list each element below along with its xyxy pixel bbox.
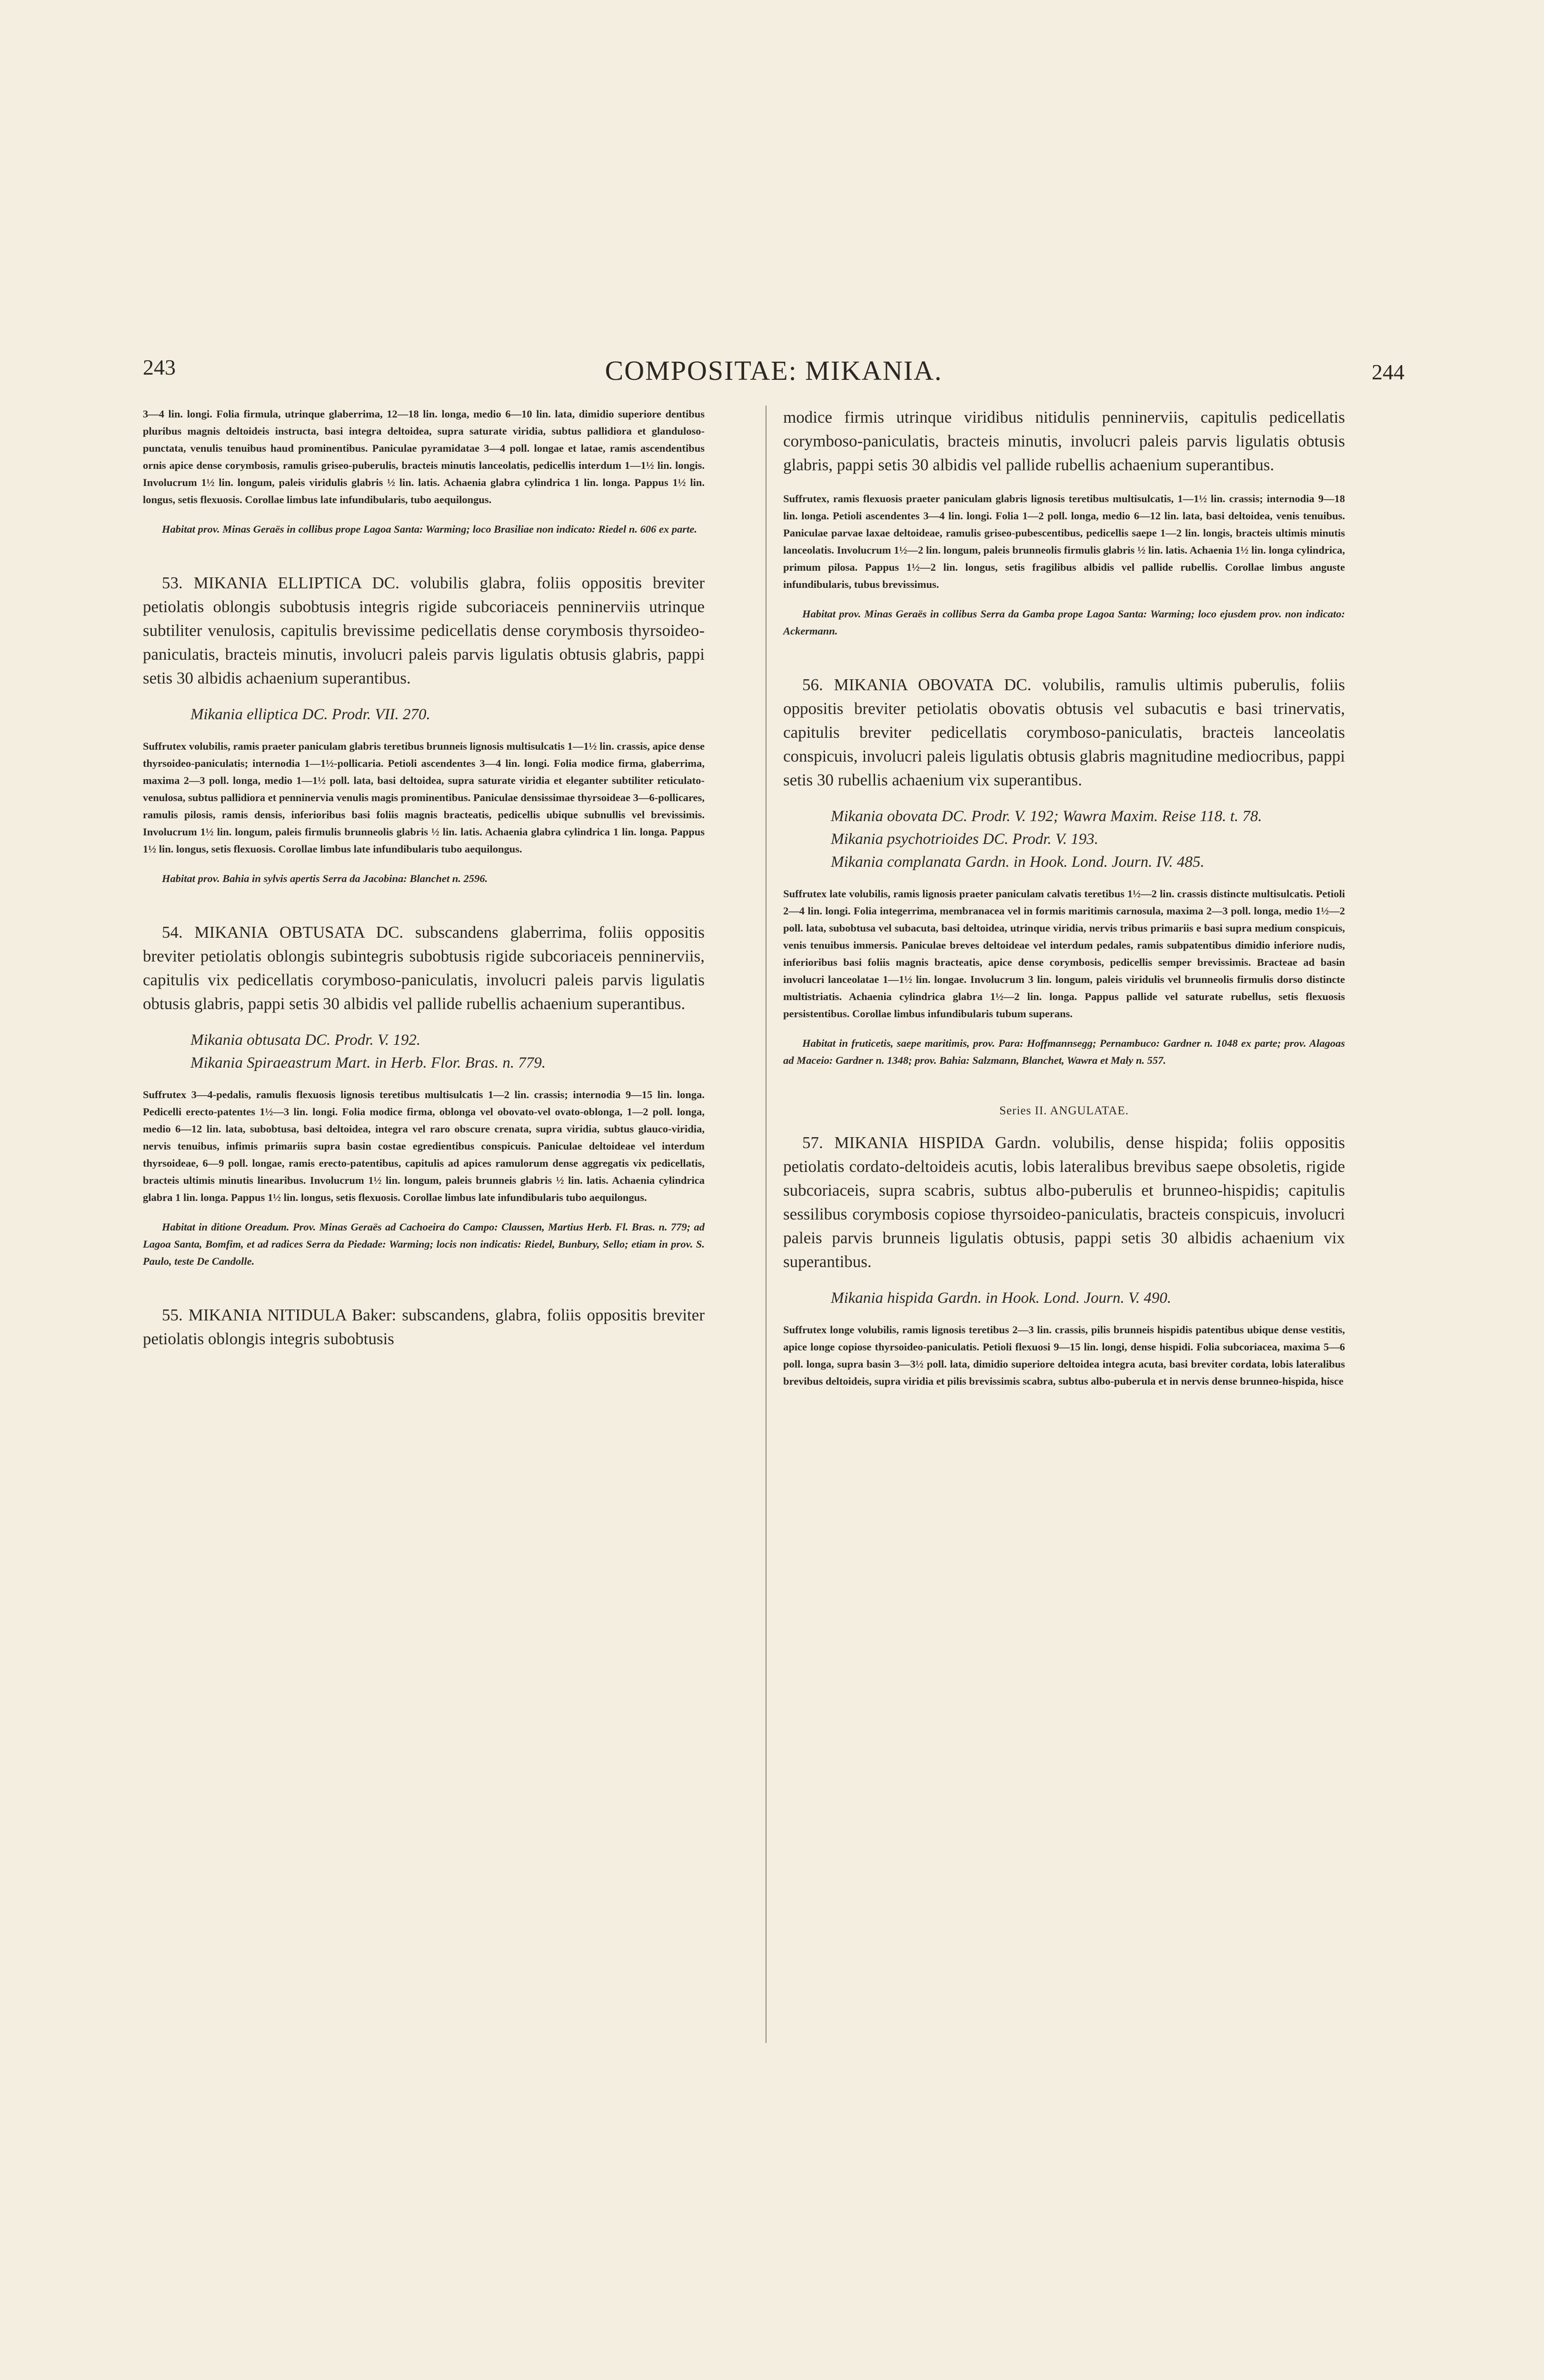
species-56-synonym: Mikania complanata Gardn. in Hook. Lond. Journ. IV. 485. — [831, 853, 1205, 871]
species-52-habitat: Habitat prov. Minas Geraës in collibus prope Lagoa Santa: Warming; loco Brasiliae non indicato: Riedel n. 606 ex parte. — [162, 523, 697, 535]
series-heading: Series II. ANGULATAE. — [999, 1104, 1129, 1117]
species-55-diagnosis: 55. MIKANIA NITIDULA Baker: subscandens, glabra, foliis oppositis breviter petiolatis oblongis integris subobtusis — [143, 1306, 705, 1348]
species-52-description-continued: 3—4 lin. longi. Folia firmula, utrinque glaberrima, 12—18 lin. longa, medio 6—10 lin. lata, dimidio superiore dentibus pluribus magnis deltoideis instructa, basi integra deltoidea, supra saturate viridia, subtus pallidiora et glanduloso-punctata, venulis tenuibus haud prominentibus. Paniculae pyramidatae 3—4 poll. longae et latae, ramis ascendentibus ornis apice dense corymbosis, ramulis griseo-puberulis, bracteis minutis lanceolatis, pedicellis interdum 1—1½ lin. longis. Involucrum 1½ lin. longum, paleis viridulis glabris ½ lin. latis. Achaenia glabra cylindrica 1 lin. longa. Pappus 1½ lin. longus, setis flexuosis. Corollae limbus late infundibularis, tubo aequilongus. — [143, 408, 705, 506]
species-56-synonym: Mikania psychotrioides DC. Prodr. V. 193. — [831, 831, 1098, 848]
species-53-diagnosis: 53. MIKANIA ELLIPTICA DC. volubilis glabra, foliis oppositis breviter petiolatis oblongis subobtusis integris rigide subcoriaceis penninerviis utrinque subtiliter venulosis, capitulis brevissime pedicellatis dense corymbosis thyrsoideo-paniculatis, bracteis minutis, involucri paleis parvis ligulatis obtusis glabris, pappi setis 30 albidis achaenium superantibus. — [143, 574, 705, 687]
species-53-synonym: Mikania elliptica DC. Prodr. VII. 270. — [190, 706, 430, 723]
column-divider — [766, 406, 767, 2043]
species-57-description: Suffrutex longe volubilis, ramis lignosis teretibus 2—3 lin. crassis, pilis brunneis hispidis patentibus ubique dense vestitis, apice longe copiose thyrsoideo-paniculatis. Petioli flexuosi 9—15 lin. longi, dense hispidi. Folia subcoriacea, maxima 5—6 poll. longa, supra basin 3—3½ poll. lata, dimidio superiore deltoidea integra acuta, basi breviter cordata, lobis lateralibus brevibus deltoideis, supra viridia et pilis brevissimis scabra, subtus albo-puberula et in nervis dense brunneo-hispida, hisce — [783, 1324, 1345, 1387]
species-56-diagnosis: 56. MIKANIA OBOVATA DC. volubilis, ramulis ultimis puberulis, foliis oppositis breviter petiolatis obovatis obtusis vel subacutis e basi trinervatis, capitulis breviter pedicellatis corymboso-paniculatis, bracteis lanceolatis conspicuis, involucri paleis ligulatis obtusis glabris magnitudine mediocribus, pappi setis 30 rubellis achaenium vix superantibus. — [783, 675, 1345, 789]
right-page-number: 244 — [1372, 360, 1405, 384]
left-page-number: 243 — [143, 355, 176, 379]
species-55-diagnosis-continued: modice firmis utrinque viridibus nitidulis penninerviis, capitulis pedicellatis corymboso-paniculatis, bracteis minutis, involucri paleis parvis ligulatis obtusis glabris, pappi setis 30 albidis vel pallide rubellis achaenium superantibus. — [783, 408, 1345, 474]
species-53-description: Suffrutex volubilis, ramis praeter paniculam glabris teretibus brunneis lignosis multisulcatis 1—1½ lin. crassis, apice dense thyrsoideo-paniculatis; internodia 1—1½-pollicaria. Petioli ascendentes 3—4 lin. longi. Folia modice firma, glaberrima, maxima 2—3 poll. longa, medio 1—1½ poll. lata, basi deltoidea, supra saturate viridia et eleganter subtiliter reticulato-venulosa, subtus pallidiora et penninervia venulis magis prominentibus. Paniculae densissimae thyrsoideae 3—6-pollicares, ramulis pilosis, ramis densis, inferioribus basi foliis magnis bracteatis, pedicellis ubique subnullis vel brevissimis. Involucrum 1½ lin. longum, paleis firmulis brunneolis glabris ½ lin. latis. Achaenia glabra cylindrica 1 lin. longa. Pappus 1½ lin. longus, setis flexuosis. Corollae limbus late infundibularis tubo aequilongus. — [143, 740, 705, 855]
species-54-synonym: Mikania obtusata DC. Prodr. V. 192. — [190, 1031, 421, 1049]
right-column — [783, 406, 1345, 1397]
species-54-habitat: Habitat in ditione Oreadum. Prov. Minas Geraës ad Cachoeira do Campo: Claussen, Martius Herb. Fl. Bras. n. 779; ad Lagoa Santa, Bomfim, et ad radices Serra da Piedade: Warming; locis non indicatis: Riedel, Bunbury, Sello; etiam in prov. S. Paulo, teste De Candolle. — [143, 1221, 705, 1267]
running-title: COMPOSITAE: MIKANIA. — [605, 355, 943, 386]
page-header — [143, 355, 1405, 397]
species-56-synonym: Mikania obovata DC. Prodr. V. 192; Wawra Maxim. Reise 118. t. 78. — [831, 808, 1262, 825]
species-56-description: Suffrutex late volubilis, ramis lignosis praeter paniculam calvatis teretibus 1½—2 lin. crassis distincte multisulcatis. Petioli 2—4 lin. longi. Folia integerrima, membranacea vel in formis maritimis carnosula, maxima 2—3 poll. longa, medio 1½—2 poll. lata, subobtusa vel subacuta, basi deltoidea, utrinque viridia, nervis tribus primariis e basi supra medium conspicuis, venis tenuibus immersis. Paniculae breves deltoideae vel interdum pedales, ramis subpatentibus dimidio inferiore nudis, inferioribus basi foliis magnis bracteatis, apice dense corymbosis, pedicellis semper brevissimis. Bracteae ad basin involucri lanceolatae 1—1½ lin. longae. Involucrum 3 lin. longum, paleis viridulis vel brunneolis firmulis dorso distincte multistriatis. Achaenia cylindrica glabra 1½—2 lin. longa. Pappus pallide vel saturate rubellus, setis flexuosis persistentibus. Corollae limbus infundibularis tubum superans. — [783, 888, 1345, 1020]
species-57-diagnosis: 57. MIKANIA HISPIDA Gardn. volubilis, dense hispida; foliis oppositis petiolatis cordato-deltoideis acutis, lobis lateralibus brevibus saepe obsoletis, rigide subcoriaceis, supra scabris, subtus albo-puberulis et brunneo-hispidis; capitulis sessilibus corymbosis copiose thyrsoideo-paniculatis, bracteis conspicuis, involucri paleis parvis brunneis ligulatis obtusis, pappi setis 30 albidis achaenium vix superantibus. — [783, 1133, 1345, 1271]
species-55-habitat: Habitat prov. Minas Geraës in collibus Serra da Gamba prope Lagoa Santa: Warming; loco ejusdem prov. non indicato: Ackermann. — [783, 608, 1345, 637]
species-54-description: Suffrutex 3—4-pedalis, ramulis flexuosis lignosis teretibus multisulcatis 1—2 lin. crassis; internodia 9—15 lin. longa. Pedicelli erecto-patentes 1½—3 lin. longi. Folia modice firma, oblonga vel obovato-vel ovato-oblonga, 1—2 poll. longa, medio 6—12 lin. lata, subobtusa, basi deltoidea, integra vel raro obscure crenata, supra viridia, subtus glauco-viridia, nervis tenuibus, infimis primariis supra basin costae egredientibus conspicuis. Paniculae deltoideae vel interdum thyrsoideae, 6—9 poll. longae, ramis erecto-patentibus, capitulis ad apices ramulorum dense aggregatis vix pedicellatis, bracteis ultimis minutis linearibus. Involucrum 1½ lin. longum, paleis brunneis glabris ½ lin. latis. Achaenia cylindrica glabra 1 lin. longa. Pappus 1½ lin. longus, setis flexuosis. Corollae limbus late infundibularis tubo aequilongus. — [143, 1089, 705, 1203]
species-56-habitat: Habitat in fruticetis, saepe maritimis, prov. Para: Hoffmannsegg; Pernambuco: Gardner n. 1048 ex parte; prov. Alagoas ad Maceio: Gardner n. 1348; prov. Bahia: Salzmann, Blanchet, Wawra et Maly n. 557. — [783, 1037, 1345, 1066]
species-54-diagnosis: 54. MIKANIA OBTUSATA DC. subscandens glaberrima, foliis oppositis breviter petiolatis oblongis subintegris subobtusis rigide subcoriaceis penninerviis, capitulis vix pedicellatis corymboso-paniculatis, involucri paleis parvis ligulatis obtusis glabris, pappi setis 30 albidis vel pallide rubellis achaenium superantibus. — [143, 923, 705, 1013]
species-55-description: Suffrutex, ramis flexuosis praeter paniculam glabris lignosis teretibus multisulcatis, 1—1½ lin. crassis; internodia 9—18 lin. longa. Petioli ascendentes 3—4 lin. longi. Folia 1—2 poll. longa, medio 6—12 lin. lata, basi deltoidea, venis tenuibus. Paniculae parvae laxae deltoideae, ramulis griseo-pubescentibus, pedicellis saepe 1—2 lin. longis, bracteis ultimis minutis lanceolatis. Involucrum 1½—2 lin. longum, paleis brunneolis firmulis glabris ½ lin. latis. Achaenia 1½ lin. longa cylindrica, primum pilosa. Pappus 1½—2 lin. longus, setis fragilibus albidis vel pallide rubellis. Corollae limbus anguste infundibularis, tubus brevissimus. — [783, 493, 1345, 590]
species-53-habitat: Habitat prov. Bahia in sylvis apertis Serra da Jacobina: Blanchet n. 2596. — [162, 873, 488, 884]
species-57-synonym: Mikania hispida Gardn. in Hook. Lond. Journ. V. 490. — [831, 1289, 1171, 1307]
left-column — [143, 406, 705, 1364]
species-54-synonym: Mikania Spiraeastrum Mart. in Herb. Flor. Bras. n. 779. — [190, 1054, 546, 1071]
